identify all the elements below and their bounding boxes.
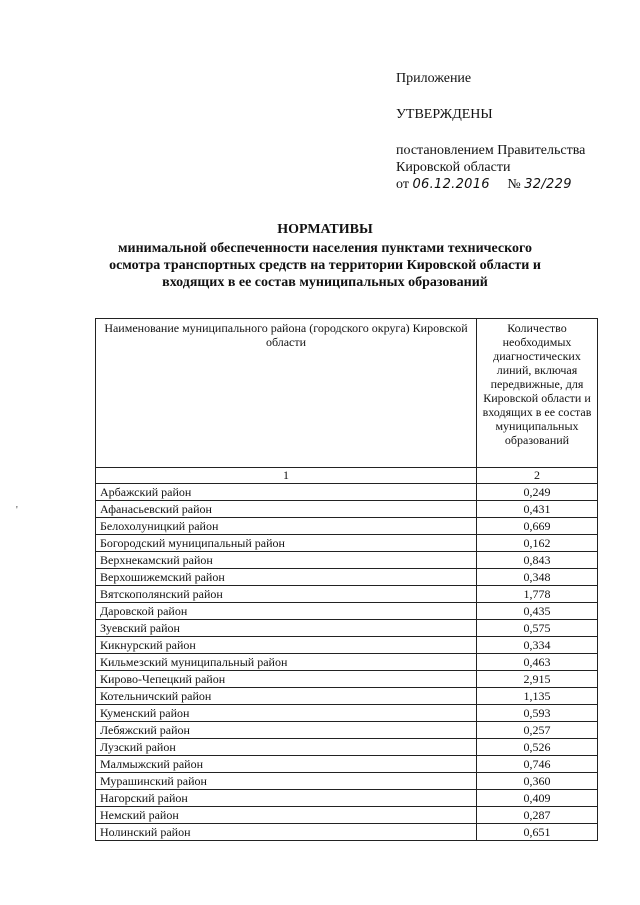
column-number-row: [96, 468, 598, 484]
scan-mark: ': [16, 505, 18, 516]
district-name: Верхошижемский район: [96, 569, 477, 586]
district-name: Котельничский район: [96, 688, 477, 705]
district-name: Кильмезский муниципальный район: [96, 654, 477, 671]
diagnostic-lines-value: 0,526: [477, 739, 598, 756]
approved-by-line1: постановлением Правительства: [396, 143, 586, 158]
diagnostic-lines-value: 0,249: [477, 484, 598, 501]
table-row: [96, 637, 598, 654]
diagnostic-lines-value: 1,135: [477, 688, 598, 705]
diagnostic-lines-value: 0,669: [477, 518, 598, 535]
header-quantity: Количество необходимых диагностических линий, включая передвижные, для Кировской области и входящих в ее состав муниципальных образований: [477, 319, 598, 468]
district-name: Белохолуницкий район: [96, 518, 477, 535]
table-row: [96, 654, 598, 671]
diagnostic-lines-value: 0,435: [477, 603, 598, 620]
table-row: [96, 552, 598, 569]
district-name: Афанасьевский район: [96, 501, 477, 518]
district-name: Кирово-Чепецкий район: [96, 671, 477, 688]
approval-block: [396, 70, 636, 193]
table-header-row: [96, 319, 598, 468]
title-line-2: осмотра транспортных средств на территории Кировской области и: [109, 258, 541, 273]
district-name: Нолинский район: [96, 824, 477, 841]
title-main: НОРМАТИВЫ: [277, 222, 373, 237]
table-row: [96, 569, 598, 586]
table-row: [96, 484, 598, 501]
district-name: Верхнекамский район: [96, 552, 477, 569]
diagnostic-lines-value: 0,348: [477, 569, 598, 586]
district-name: Нагорский район: [96, 790, 477, 807]
table-row: [96, 671, 598, 688]
diagnostic-lines-value: 0,593: [477, 705, 598, 722]
table-row: [96, 739, 598, 756]
diagnostic-lines-value: 0,360: [477, 773, 598, 790]
diagnostic-lines-value: 0,334: [477, 637, 598, 654]
document-title: [90, 221, 560, 291]
district-name: Даровской район: [96, 603, 477, 620]
table-row: [96, 824, 598, 841]
diagnostic-lines-value: 0,746: [477, 756, 598, 773]
table-row: [96, 773, 598, 790]
diagnostic-lines-value: 0,409: [477, 790, 598, 807]
district-name: Вятскополянский район: [96, 586, 477, 603]
district-name: Немский район: [96, 807, 477, 824]
approved-by-line2: Кировской области: [396, 160, 511, 175]
diagnostic-lines-value: 0,575: [477, 620, 598, 637]
diagnostic-lines-value: 0,287: [477, 807, 598, 824]
district-name: Зуевский район: [96, 620, 477, 637]
table-row: [96, 586, 598, 603]
diagnostic-lines-value: 0,843: [477, 552, 598, 569]
table-body: [96, 484, 598, 841]
approval-date: 06.12.2016: [412, 177, 490, 192]
table-row: [96, 790, 598, 807]
number-prefix: №: [507, 177, 521, 192]
diagnostic-lines-value: 0,162: [477, 535, 598, 552]
diagnostic-lines-value: 0,431: [477, 501, 598, 518]
diagnostic-lines-value: 0,257: [477, 722, 598, 739]
district-name: Арбажский район: [96, 484, 477, 501]
table-row: [96, 705, 598, 722]
table-row: [96, 756, 598, 773]
column-number-1: 1: [96, 468, 477, 484]
district-name: Малмыжский район: [96, 756, 477, 773]
table-row: [96, 688, 598, 705]
table-row: [96, 518, 598, 535]
appendix-label: Приложение: [396, 71, 472, 86]
header-name: Наименование муниципального района (городского округа) Кировской области: [96, 319, 477, 468]
table-row: [96, 722, 598, 739]
column-number-2: 2: [477, 468, 598, 484]
diagnostic-lines-value: 0,651: [477, 824, 598, 841]
title-line-1: минимальной обеспеченности населения пунктами технического: [117, 241, 533, 256]
table-row: [96, 535, 598, 552]
title-line-3: входящих в ее состав муниципальных образований: [162, 275, 488, 290]
approved-label: УТВЕРЖДЕНЫ: [396, 107, 493, 122]
district-name: Мурашинский район: [96, 773, 477, 790]
district-name: Лебяжский район: [96, 722, 477, 739]
approval-number: 32/229: [524, 177, 572, 192]
approval-date-line: [396, 176, 636, 193]
diagnostic-lines-value: 1,778: [477, 586, 598, 603]
district-name: Богородский муниципальный район: [96, 535, 477, 552]
district-name: Лузский район: [96, 739, 477, 756]
norms-table: [95, 318, 598, 841]
table-row: [96, 807, 598, 824]
district-name: Куменский район: [96, 705, 477, 722]
diagnostic-lines-value: 0,463: [477, 654, 598, 671]
district-name: Кикнурский район: [96, 637, 477, 654]
diagnostic-lines-value: 2,915: [477, 671, 598, 688]
table-row: [96, 603, 598, 620]
date-prefix: от: [396, 177, 409, 192]
table-row: [96, 620, 598, 637]
table-row: [96, 501, 598, 518]
